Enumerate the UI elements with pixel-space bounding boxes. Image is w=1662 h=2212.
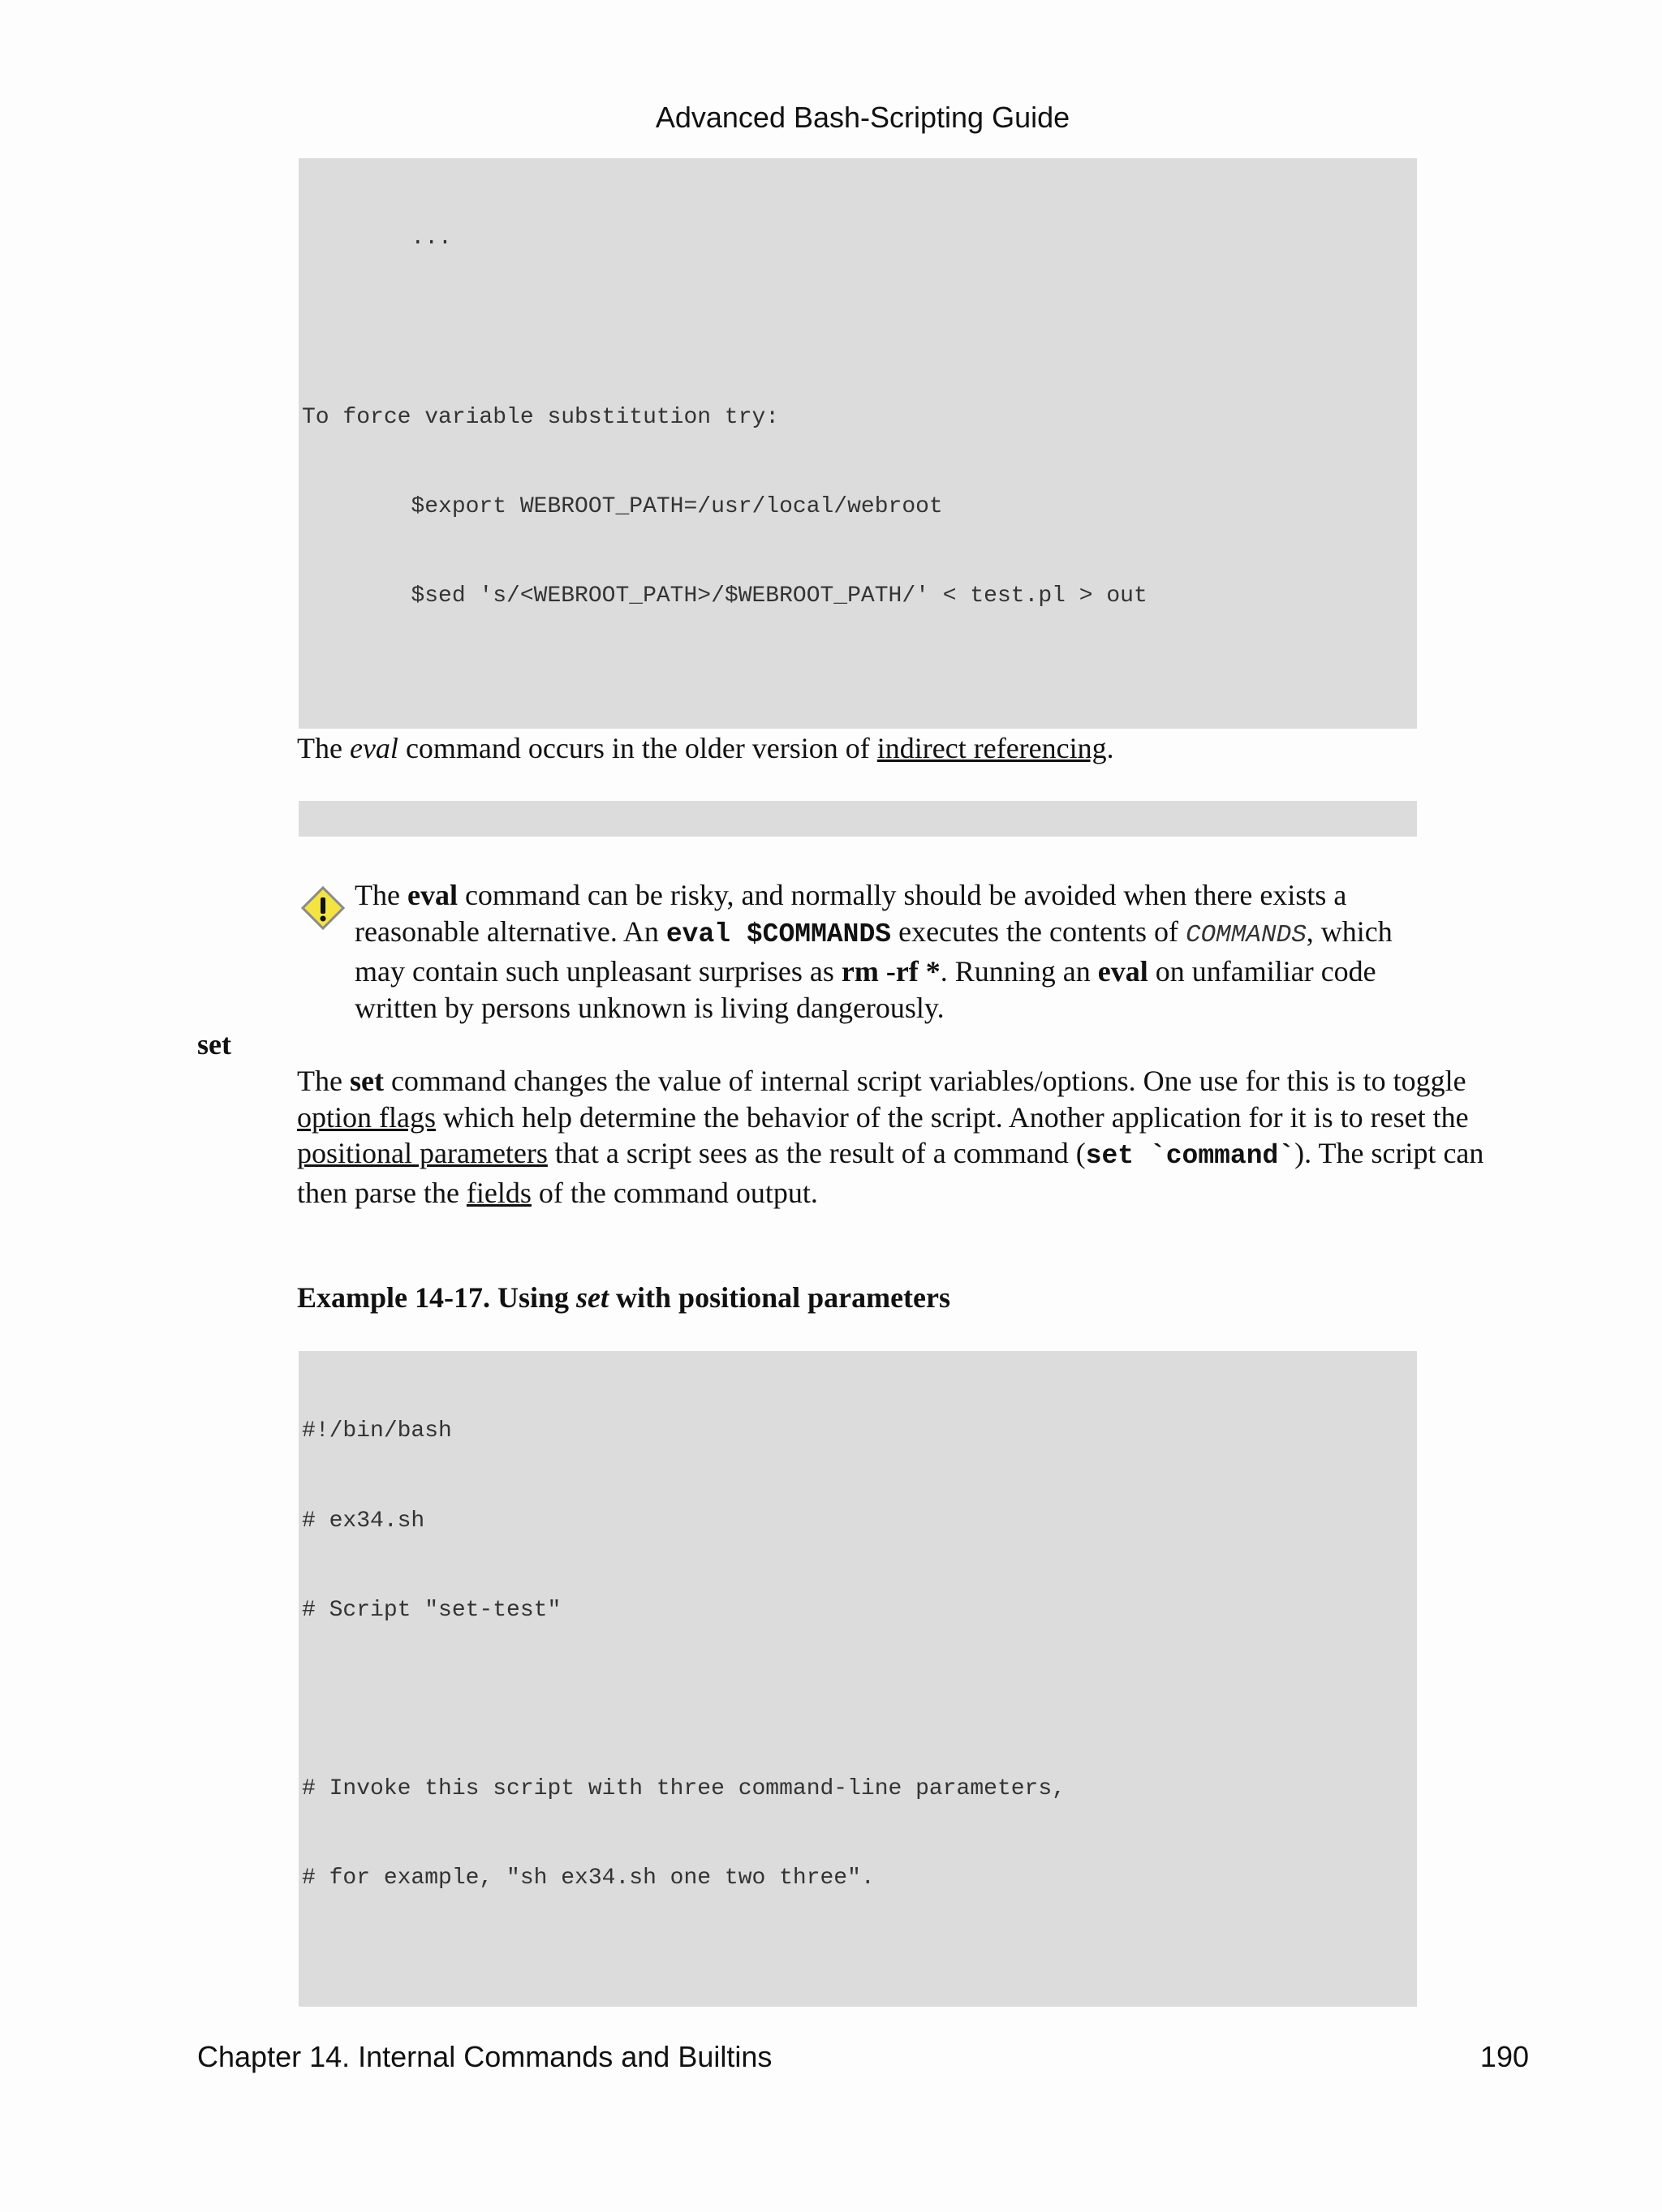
page-header: Advanced Bash-Scripting Guide bbox=[655, 101, 1070, 134]
paragraph-eval-indirect: The eval command occurs in the older version of indirect referencing. bbox=[297, 732, 1114, 764]
link-option-flags[interactable]: option flags bbox=[297, 1100, 436, 1134]
caution-icon bbox=[300, 885, 346, 931]
footer-chapter: Chapter 14. Internal Commands and Builtins bbox=[197, 2040, 773, 2073]
code-block-eval-var bbox=[299, 801, 1417, 837]
caution-text: The eval command can be risky, and normally should be avoided when there exists a reasonable alternative. An eval $COMMANDS executes the contents of COMMANDS, which may contain such unpleasant surprises as rm -rf *. Running an eval on unfamiliar code written by persons unknown is living dangerously. bbox=[355, 879, 1393, 1024]
code-line: $export WEBROOT_PATH=/usr/local/webroot bbox=[302, 493, 943, 519]
code-block-ex34 bbox=[299, 1351, 1417, 2007]
code-line bbox=[302, 314, 1417, 344]
example-title: Example 14-17. Using set with positional parameters bbox=[297, 1281, 951, 1314]
code-line: ... bbox=[302, 226, 452, 252]
code-set-command: set `command` bbox=[1085, 1141, 1295, 1171]
code-block-sed-example bbox=[299, 158, 1417, 729]
code-line bbox=[302, 671, 1417, 701]
code-line: # Script "set-test" bbox=[302, 1597, 562, 1623]
term-set: set bbox=[197, 1028, 231, 1061]
link-fields[interactable]: fields bbox=[466, 1176, 532, 1209]
paragraph-set: The set command changes the value of internal script variables/options. One use for this is to toggle option flags which help determine the behavior of the script. Another application for it is to reset the positional parameters that a script sees as the result of a command (set `command`). The script can then parse the fields of the command output. bbox=[297, 1065, 1484, 1209]
code-commands-var: COMMANDS bbox=[1185, 920, 1307, 949]
code-line: To force variable substitution try: bbox=[302, 404, 780, 430]
code-line: # ex34.sh bbox=[302, 1508, 425, 1534]
code-eval-commands: eval $COMMANDS bbox=[665, 919, 892, 949]
code-line: # for example, "sh ex34.sh one two three". bbox=[302, 1865, 875, 1891]
code-line: $sed 's/<WEBROOT_PATH>/$WEBROOT_PATH/' < test.pl > out bbox=[302, 583, 1147, 609]
term-eval: eval bbox=[349, 732, 398, 764]
link-indirect-referencing[interactable]: indirect referencing bbox=[876, 732, 1107, 764]
code-line bbox=[302, 1953, 1417, 1983]
code-line: # Invoke this script with three command-line parameters, bbox=[302, 1775, 1066, 1801]
code-line bbox=[302, 1685, 1417, 1715]
link-positional-parameters[interactable]: positional parameters bbox=[297, 1137, 548, 1169]
code-line: #!/bin/bash bbox=[302, 1418, 452, 1444]
page-number: 190 bbox=[1479, 2040, 1529, 2073]
